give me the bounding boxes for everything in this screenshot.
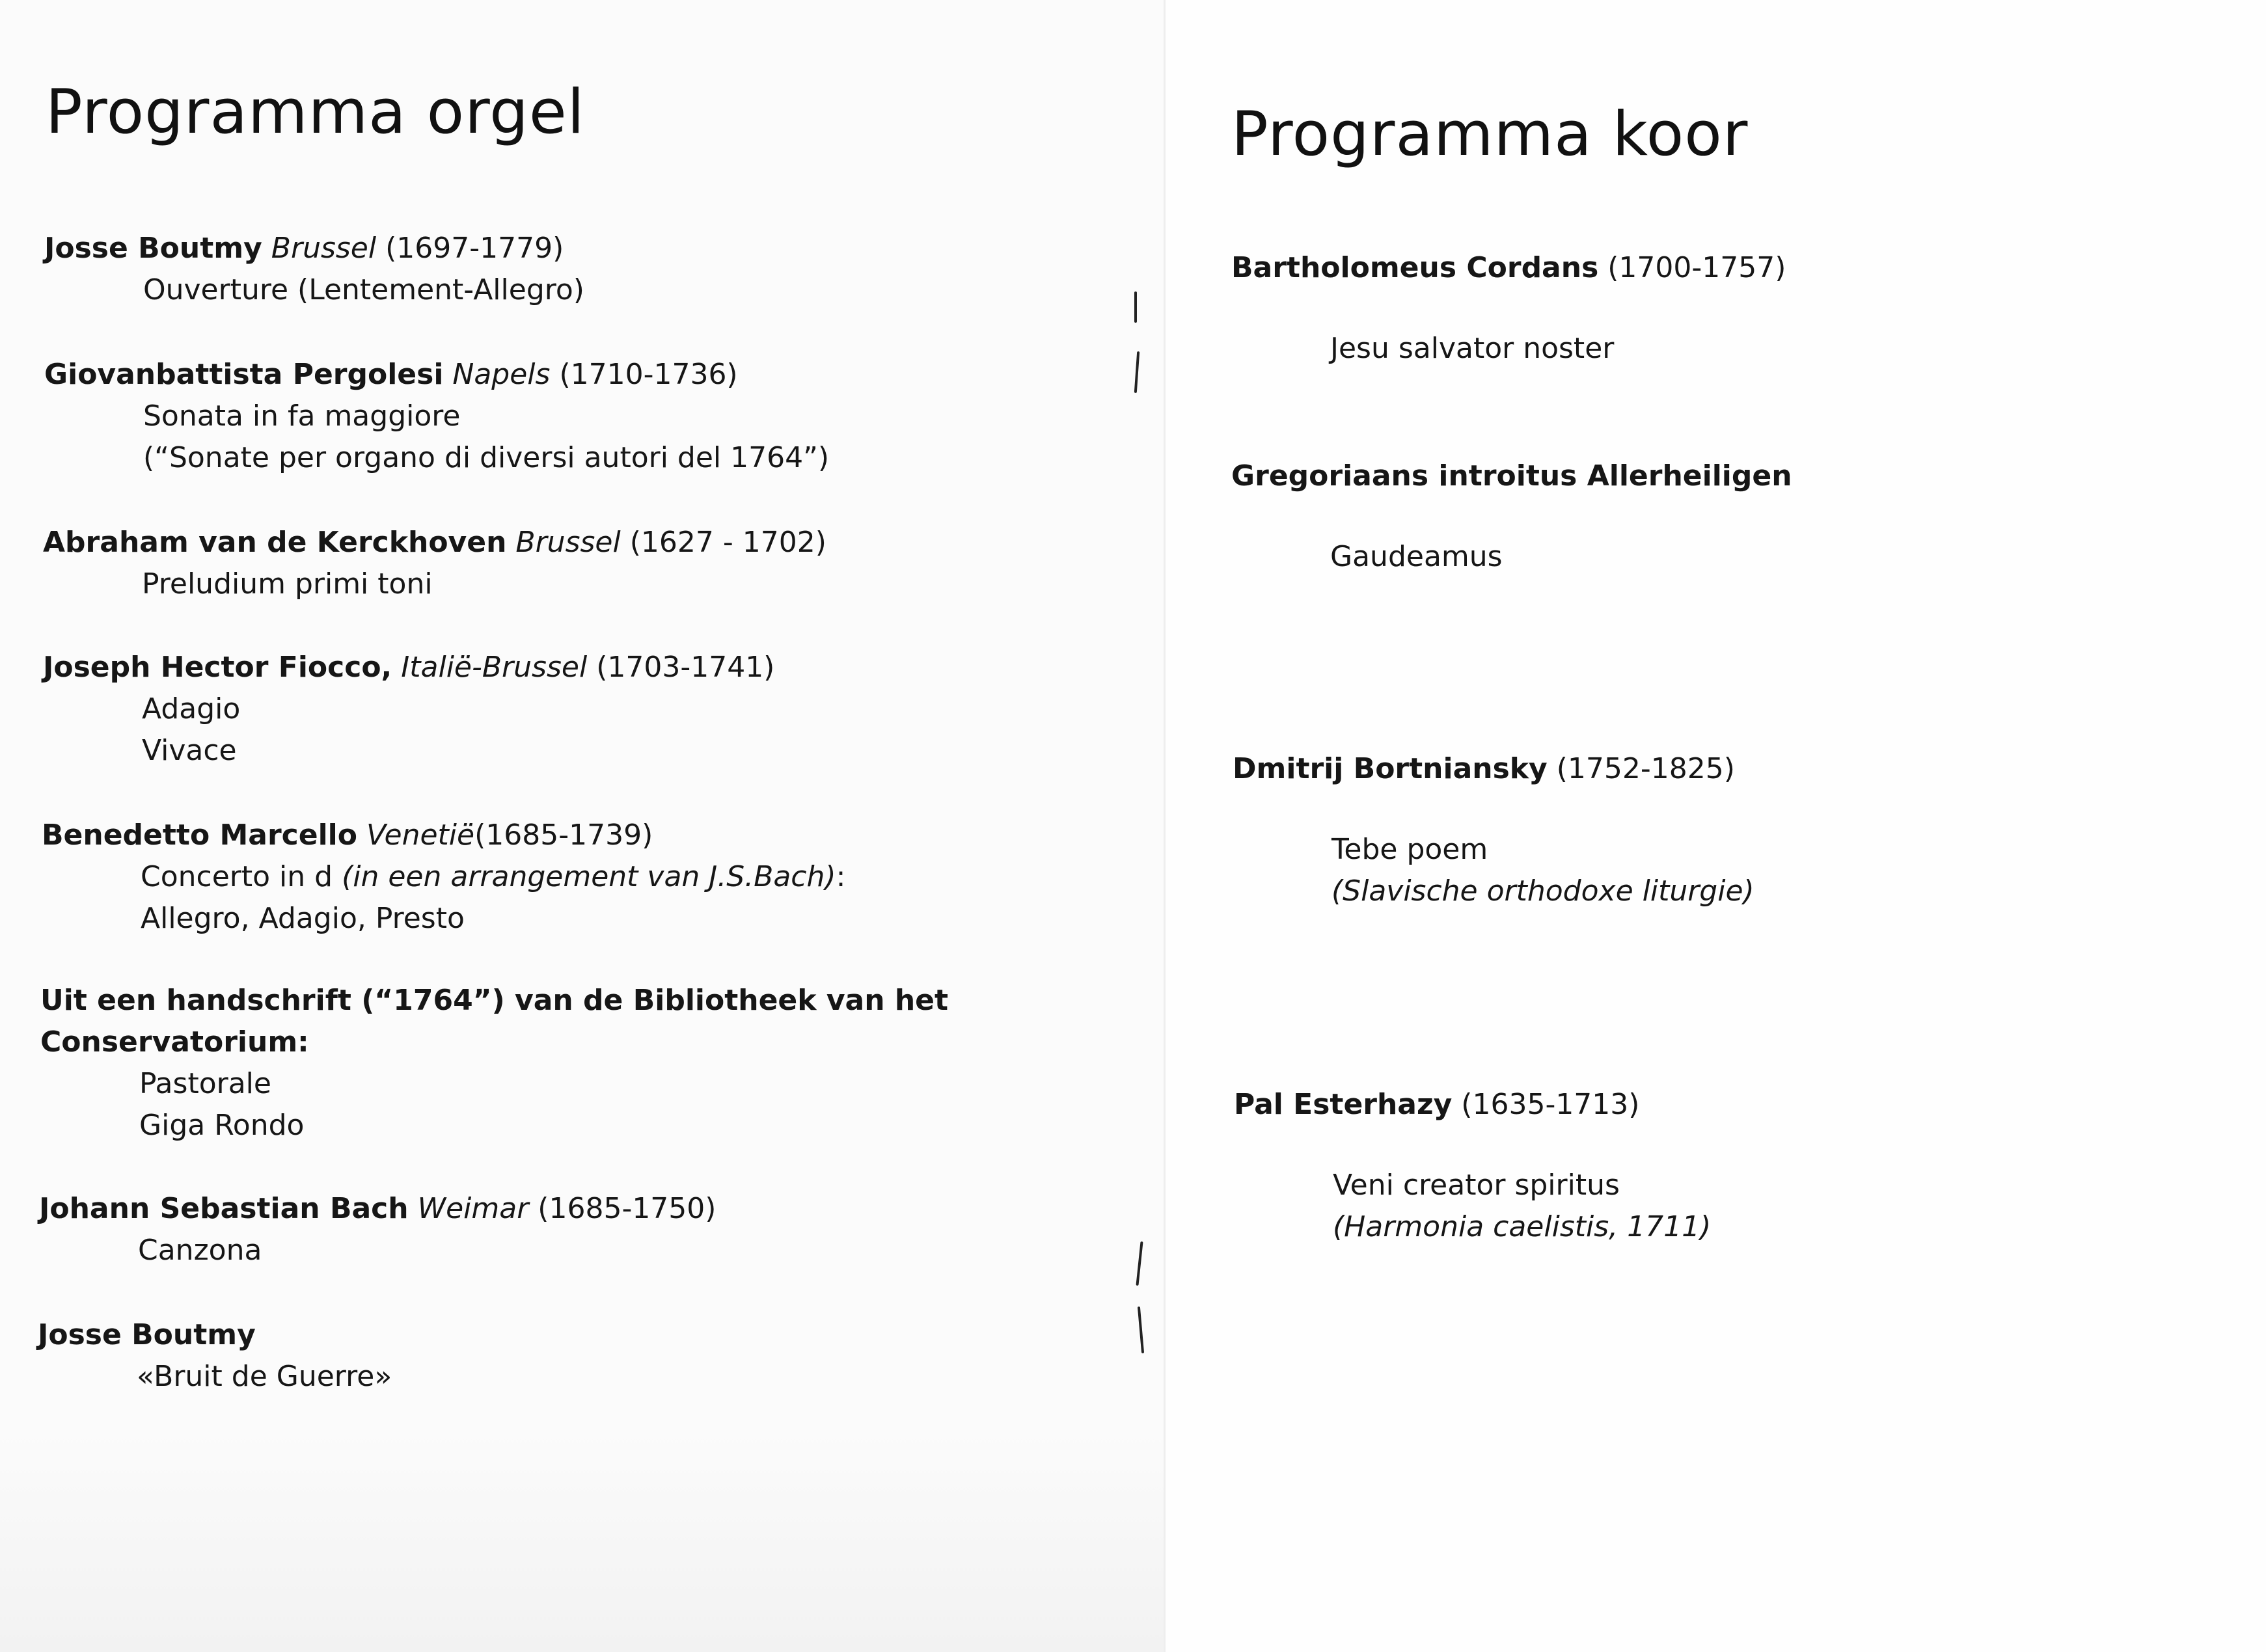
- organ-item-6: [40, 980, 951, 1146]
- choir-item-2: [1231, 455, 1792, 578]
- composer-place: Venetië: [366, 819, 475, 852]
- composer-dates: (1700-1757): [1607, 251, 1786, 284]
- work-title: Ouverture (Lentement-Allegro): [143, 273, 584, 306]
- composer-place: Brussel: [515, 526, 621, 559]
- composer-name: Joseph Hector Fiocco,: [43, 651, 392, 684]
- work-title: Jesu salvator noster: [1330, 332, 1615, 365]
- organ-item-1: [44, 228, 584, 311]
- composer-dates: (1685-1750): [538, 1192, 717, 1225]
- work-title: Preludium primi toni: [142, 567, 433, 601]
- composer-dates: (1635-1713): [1461, 1088, 1640, 1121]
- choir-item-1: [1231, 247, 1786, 370]
- work-title: Concerto in d: [141, 860, 333, 893]
- work-title: Veni creator spiritus: [1333, 1169, 1620, 1202]
- composer-place: Brussel: [271, 232, 377, 265]
- composer-name: Josse Boutmy: [44, 232, 262, 265]
- work-title: Adagio: [142, 692, 241, 725]
- organ-program-title: Programma orgel: [46, 77, 585, 148]
- work-colon: :: [836, 860, 846, 893]
- composer-dates: (1627 - 1702): [629, 526, 826, 559]
- work-note: (Slavische orthodoxe liturgie): [1331, 874, 1754, 908]
- composer-name: Pal Esterhazy: [1234, 1088, 1453, 1121]
- work-title: Pastorale: [139, 1067, 271, 1100]
- composer-place: Napels: [452, 358, 551, 391]
- composer-dates: (1710-1736): [559, 358, 738, 391]
- choir-program-title: Programma koor: [1231, 99, 1749, 170]
- composer-name: Abraham van de Kerckhoven: [43, 526, 507, 559]
- choir-item-4: [1234, 1084, 1711, 1248]
- work-source: (“Sonate per organo di diversi autori del 1764”): [143, 441, 830, 474]
- work-note: (Harmonia caelistis, 1711): [1333, 1210, 1712, 1243]
- composer-dates: (1703-1741): [596, 651, 775, 684]
- work-arrangement: (in een arrangement van J.S.Bach): [342, 860, 836, 893]
- organ-item-5: [42, 815, 845, 940]
- organ-item-3: [43, 522, 826, 605]
- composer-name: Dmitrij Bortniansky: [1233, 752, 1548, 785]
- work-title: «Bruit de Guerre»: [137, 1360, 392, 1393]
- work-title: Canzona: [138, 1234, 262, 1267]
- organ-item-4: [43, 647, 774, 772]
- composer-dates: (1752-1825): [1556, 752, 1735, 785]
- composer-place: Weimar: [417, 1192, 529, 1225]
- work-title: Giga Rondo: [139, 1109, 305, 1142]
- composer-name: Benedetto Marcello: [42, 819, 357, 852]
- composer-name: Giovanbattista Pergolesi: [44, 358, 444, 391]
- composer-name: Bartholomeus Cordans: [1231, 251, 1599, 284]
- page-fold: [1164, 0, 1166, 1652]
- work-title: Tebe poem: [1331, 833, 1488, 866]
- organ-item-2: [44, 354, 829, 479]
- work-title: Vivace: [142, 734, 237, 767]
- work-title: Gaudeamus: [1330, 540, 1503, 573]
- composer-name: Gregoriaans introitus Allerheiligen: [1231, 459, 1792, 493]
- work-movements: Allegro, Adagio, Presto: [141, 902, 465, 935]
- composer-dates: (1697-1779): [385, 232, 564, 265]
- composer-place: Italië-Brussel: [401, 651, 588, 684]
- margin-mark: [1134, 291, 1137, 323]
- composer-dates: (1685-1739): [474, 819, 653, 852]
- choir-item-3: [1233, 748, 1754, 912]
- organ-item-8: [38, 1314, 392, 1398]
- work-title: Sonata in fa maggiore: [143, 399, 461, 433]
- organ-item-7: [39, 1188, 716, 1271]
- composer-name: Johann Sebastian Bach: [39, 1192, 409, 1225]
- manuscript-heading: Uit een handschrift (“1764”) van de Bibliotheek van het Conservatorium:: [40, 984, 949, 1059]
- composer-name: Josse Boutmy: [38, 1318, 256, 1351]
- page-shadow: [0, 1431, 1165, 1652]
